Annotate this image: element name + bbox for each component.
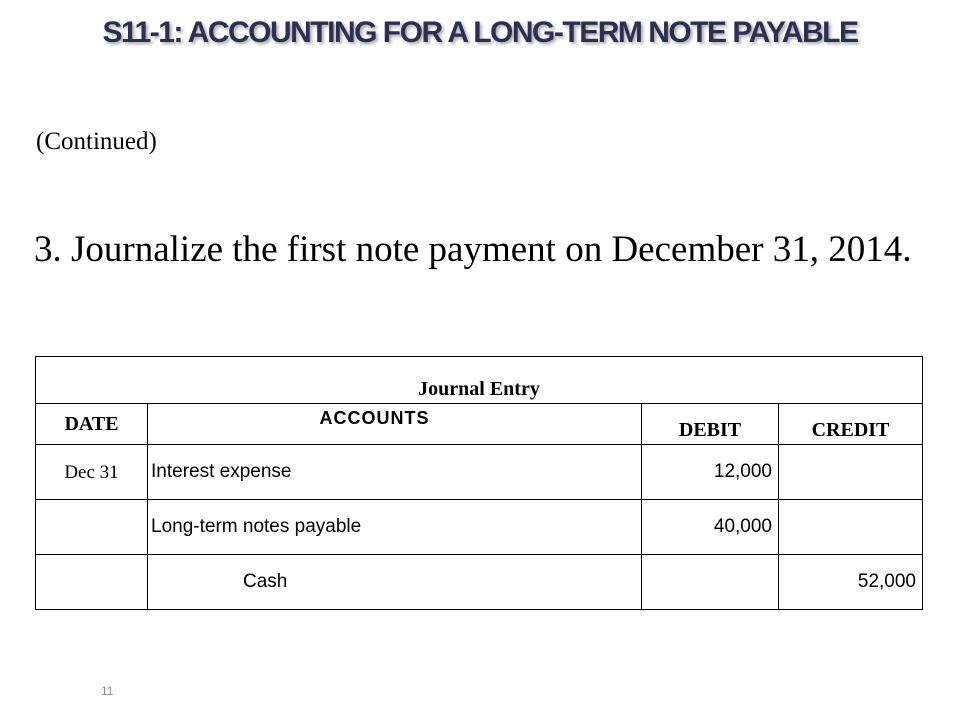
- journal-caption: Journal Entry: [36, 357, 923, 404]
- table-row: [36, 500, 923, 555]
- table-row: [36, 555, 923, 610]
- row-account: Interest expense: [148, 445, 642, 500]
- row-date: [36, 555, 148, 610]
- row-debit: 40,000: [642, 500, 779, 555]
- row-credit: 52,000: [779, 555, 923, 610]
- row-date: Dec 31: [36, 445, 148, 500]
- row-debit: 12,000: [642, 445, 779, 500]
- row-credit: [779, 500, 923, 555]
- table-row: [36, 445, 923, 500]
- header-credit: CREDIT: [779, 404, 923, 445]
- journal-header-row: [36, 404, 923, 445]
- header-accounts: ACCOUNTS: [148, 404, 642, 445]
- header-debit: DEBIT: [642, 404, 779, 445]
- row-credit: [779, 445, 923, 500]
- row-date: [36, 500, 148, 555]
- row-debit: [642, 555, 779, 610]
- question-text: 3. Journalize the first note payment on December 31, 2014.: [34, 229, 912, 270]
- header-date: DATE: [36, 404, 148, 445]
- continued-label: (Continued): [36, 128, 157, 155]
- row-account: Cash: [148, 555, 642, 610]
- row-account: Long-term notes payable: [148, 500, 642, 555]
- page-number: 11: [101, 684, 114, 698]
- journal-entry-table: [35, 356, 923, 610]
- slide-title: S11-1: ACCOUNTING FOR A LONG-TERM NOTE PAYABLE: [102, 16, 858, 49]
